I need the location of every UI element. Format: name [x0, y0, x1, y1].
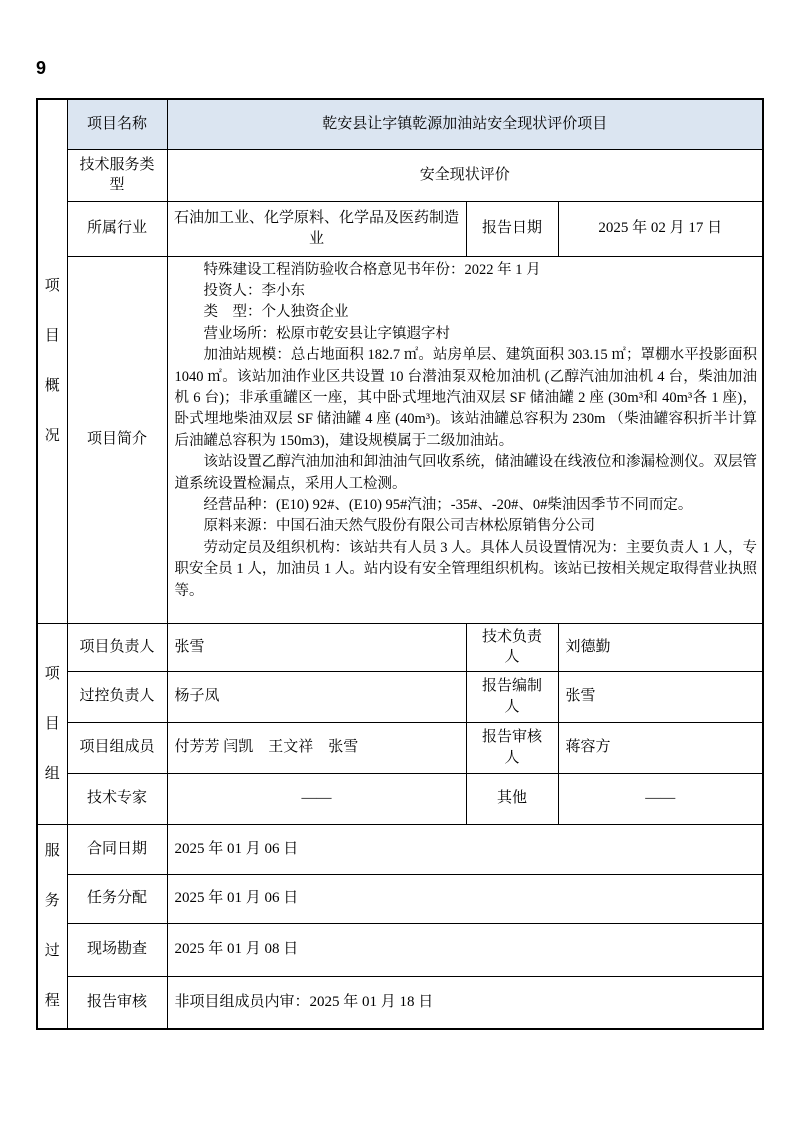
experts-value: —— — [167, 773, 466, 824]
row-service-type — [37, 149, 763, 201]
project-info-table — [36, 98, 764, 1030]
industry-label: 所属行业 — [67, 201, 167, 256]
site-survey-value: 2025 年 01 月 08 日 — [167, 923, 763, 976]
tech-leader-label: 技术负责人 — [466, 623, 558, 671]
experts-label: 技术专家 — [67, 773, 167, 824]
tech-leader-value: 刘德勤 — [558, 623, 763, 671]
summary-paragraph: 该站设置乙醇汽油加油和卸油油气回收系统，储油罐设在线液位和渗漏检测仪。双层管道系统设置检漏点，采用人工检测。 — [174, 454, 758, 492]
summary-paragraph: 类 型：个人独资企业 — [203, 304, 349, 321]
contract-date-label: 合同日期 — [67, 824, 167, 874]
section-team-label: 项目组 — [44, 665, 60, 782]
project-name-value: 乾安县让字镇乾源加油站安全现状评价项目 — [167, 99, 763, 149]
report-date-value: 2025 年 02 月 17 日 — [558, 201, 763, 256]
summary-paragraph: 特殊建设工程消防验收合格意见书年份：2022 年 1 月 — [203, 261, 541, 278]
industry-value: 石油加工业、化学原料、化学品及医药制造业 — [167, 201, 466, 256]
row-project-name — [37, 99, 763, 149]
summary-paragraph: 经营品种：(E10) 92#、(E10) 95#汽油；-35#、-20#、0#柴油因季节不同而定。 — [203, 496, 693, 513]
row-process-control — [37, 671, 763, 722]
page-number: 9 — [36, 58, 47, 78]
process-control-label: 过控负责人 — [67, 671, 167, 722]
summary-paragraph: 加油站规模：总占地面积 182.7 ㎡。站房单层、建筑面积 303.15 ㎡；罩棚水平投影面积 1040 ㎡。该站加油作业区共设置 10 台潜油泵双枪加油机 (乙醇汽油加油机 4 台，柴油加油机 6 台)；非承重罐区一座，其中卧式埋地汽油双层 SF 储油罐 2 座 (30m³和 40m³各 1 座)，卧式埋地柴油双层 SF 储油罐 4 座 (40m³)。该站油罐总容积为 230m （柴油罐容积折半计算后油罐总容积为 150m3)，建设规模属于二级加油站。 — [174, 347, 758, 449]
report-date-label: 报告日期 — [466, 201, 558, 256]
section-process-label: 服务过程 — [44, 843, 60, 1010]
other-value: —— — [558, 773, 763, 824]
task-assignment-value: 2025 年 01 月 06 日 — [167, 874, 763, 923]
project-name-label: 项目名称 — [67, 99, 167, 149]
summary-value — [167, 256, 763, 623]
report-writer-value: 张雪 — [558, 671, 763, 722]
row-summary — [37, 256, 763, 623]
row-experts — [37, 773, 763, 824]
report-reviewer-label: 报告审核人 — [466, 722, 558, 773]
row-task-assignment — [37, 874, 763, 923]
row-industry — [37, 201, 763, 256]
row-contract-date — [37, 824, 763, 874]
task-assignment-label: 任务分配 — [67, 874, 167, 923]
row-site-survey — [37, 923, 763, 976]
project-leader-label: 项目负责人 — [67, 623, 167, 671]
report-review-label: 报告审核 — [67, 976, 167, 1029]
project-leader-value: 张雪 — [167, 623, 466, 671]
other-label: 其他 — [466, 773, 558, 824]
summary-paragraph: 投资人：李小东 — [203, 282, 305, 299]
service-type-label: 技术服务类型 — [67, 149, 167, 201]
row-report-review — [37, 976, 763, 1029]
report-writer-label: 报告编制人 — [466, 671, 558, 722]
report-reviewer-value: 蒋容方 — [558, 722, 763, 773]
section-process-cell — [37, 824, 67, 1029]
section-overview-label: 项目概况 — [44, 278, 60, 445]
site-survey-label: 现场勘查 — [67, 923, 167, 976]
report-review-value: 非项目组成员内审：2025 年 01 月 18 日 — [167, 976, 763, 1029]
service-type-value: 安全现状评价 — [167, 149, 763, 201]
process-control-value: 杨子凤 — [167, 671, 466, 722]
contract-date-value: 2025 年 01 月 06 日 — [167, 824, 763, 874]
section-team-cell — [37, 623, 67, 824]
team-members-value: 付芳芳 闫凯 王文祥 张雪 — [167, 722, 466, 773]
summary-paragraph: 原料来源：中国石油天然气股份有限公司吉林松原销售分公司 — [203, 518, 595, 535]
summary-label: 项目简介 — [67, 256, 167, 623]
summary-paragraph: 劳动定员及组织机构：该站共有人员 3 人。具体人员设置情况为：主要负责人 1 人，专职安全员 1 人，加油员 1 人。站内设有安全管理组织机构。该站已按相关规定取得营业执照等。 — [174, 539, 758, 599]
row-team-members — [37, 722, 763, 773]
section-overview-cell — [37, 99, 67, 623]
row-project-leader — [37, 623, 763, 671]
summary-paragraph: 营业场所：松原市乾安县让字镇遐字村 — [203, 325, 450, 342]
team-members-label: 项目组成员 — [67, 722, 167, 773]
